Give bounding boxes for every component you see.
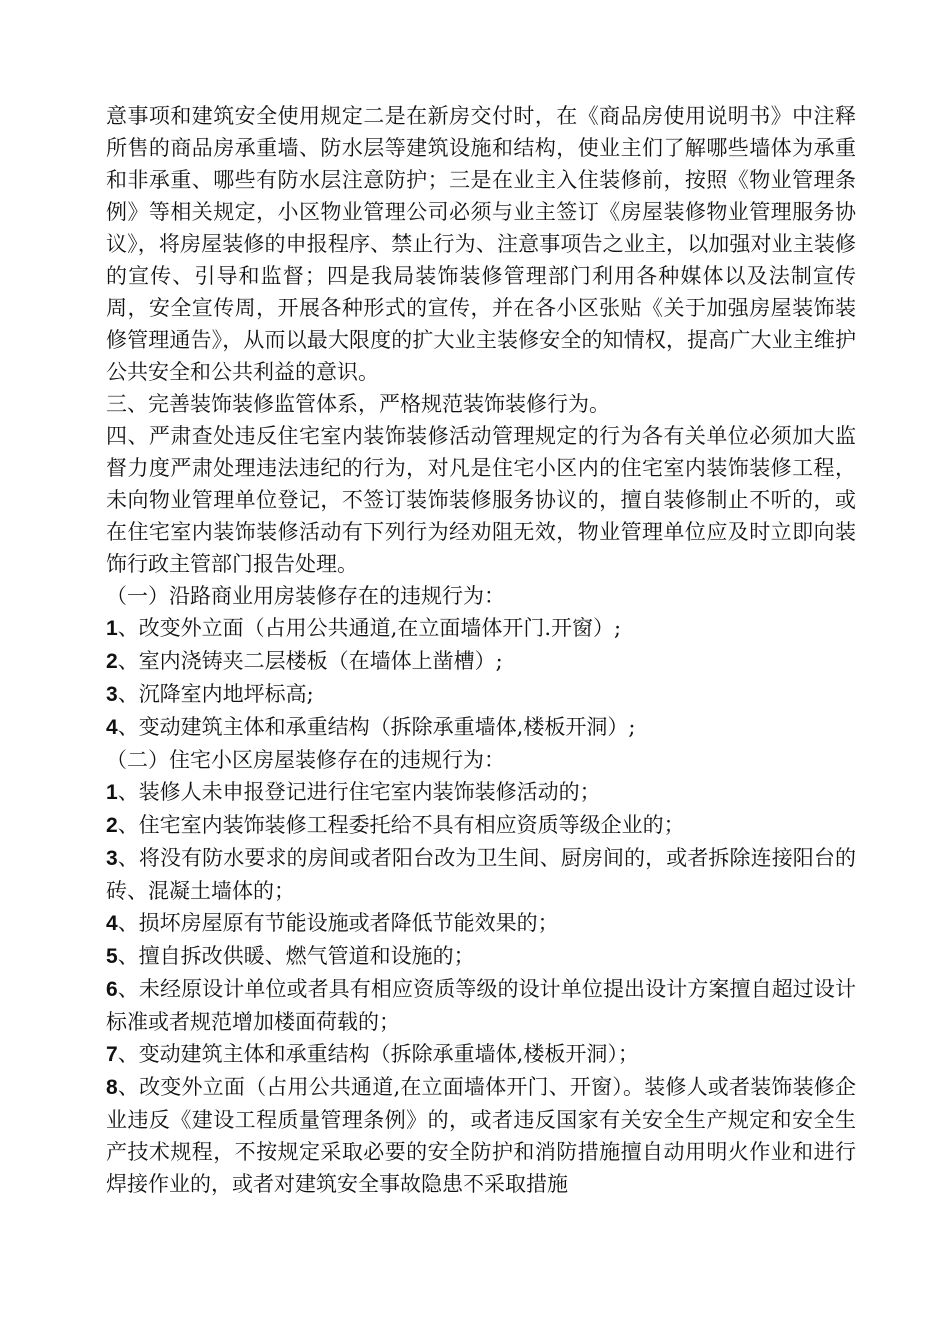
list-text: 、装修人未申报登记进行住宅室内装饰装修活动的； <box>117 780 601 804</box>
document-body <box>106 100 856 1200</box>
section-three-heading: 三、完善装饰装修监管体系，严格规范装饰装修行为。 <box>106 392 610 416</box>
list-item <box>106 645 856 678</box>
list-number: 1 <box>106 617 118 640</box>
list-number: 5 <box>106 945 118 968</box>
list-number: 7 <box>106 1043 118 1066</box>
list-text: 、室内浇铸夹二层楼板（在墙体上凿槽）; <box>117 649 503 673</box>
list-item <box>106 678 856 711</box>
list-number: 6 <box>106 978 118 1001</box>
list-number: 1 <box>106 781 118 804</box>
list-item <box>106 907 856 940</box>
list-item <box>106 809 856 842</box>
section-four-paragraph: 四、严肃查处违反住宅室内装饰装修活动管理规定的行为各有关单位必须加大监督力度严肃处理违法违纪的行为，对凡是住宅小区内的住宅室内装饰装修工程，未向物业管理单位登记，不签订装饰装修服务协议的，擅自装修制止不听的，或在住宅室内装饰装修活动有下列行为经劝阻无效，物业管理单位应及时立即向装饰行政主管部门报告处理。 <box>106 424 856 576</box>
list-item <box>106 842 856 907</box>
list-item <box>106 612 856 645</box>
list-number: 4 <box>106 716 118 739</box>
list-text: 、变动建筑主体和承重结构（拆除承重墙体,楼板开洞）; <box>117 715 636 739</box>
list-text: 、擅自拆改供暖、燃气管道和设施的； <box>117 944 475 968</box>
list-item <box>106 973 856 1038</box>
paragraph-publicity: 意事项和建筑安全使用规定二是在新房交付时，在《商品房使用说明书》中注释所售的商品房承重墙、防水层等建筑设施和结构，使业主们了解哪些墙体为承重和非承重、哪些有防水层注意防护；三是在业主入住装修前，按照《物业管理条例》等相关规定，小区物业管理公司必须与业主签订《房屋装修物业管理服务协议》，将房屋装修的申报程序、禁止行为、注意事项告之业主，以加强对业主装修的宣传、引导和监督；四是我局装饰装修管理部门利用各种媒体以及法制宣传周，安全宣传周，开展各种形式的宣传，并在各小区张贴《关于加强房屋装饰装修管理通告》，从而以最大限度的扩大业主装修安全的知情权，提高广大业主维护公共安全和公共利益的意识。 <box>106 104 856 384</box>
list-text: 、住宅室内装饰装修工程委托给不具有相应资质等级企业的； <box>117 813 685 837</box>
list-text: 、未经原设计单位或者具有相应资质等级的设计单位提出设计方案擅自超过设计标准或者规范增加楼面荷载的； <box>106 977 856 1034</box>
list-item <box>106 711 856 744</box>
list-item <box>106 776 856 809</box>
subheading-commercial-violations: （一）沿路商业用房装修存在的违规行为： <box>106 584 505 608</box>
list-text: 、变动建筑主体和承重结构（拆除承重墙体,楼板开洞）； <box>117 1042 639 1066</box>
list-number: 8 <box>106 1076 118 1099</box>
list-text: 、将没有防水要求的房间或者阳台改为卫生间、厨房间的，或者拆除连接阳台的砖、混凝土墙体的； <box>106 846 856 903</box>
list-number: 4 <box>106 912 118 935</box>
list-text: 、损坏房屋原有节能设施或者降低节能效果的； <box>117 911 559 935</box>
list-number: 3 <box>106 683 118 706</box>
list-item <box>106 1071 856 1200</box>
list-number: 2 <box>106 814 118 837</box>
list-number: 3 <box>106 847 118 870</box>
list-text: 、改变外立面（占用公共通道,在立面墙体开门.开窗）; <box>117 616 622 640</box>
list-item <box>106 1038 856 1071</box>
list-number: 2 <box>106 650 118 673</box>
list-item <box>106 940 856 973</box>
subheading-residential-violations: （二）住宅小区房屋装修存在的违规行为： <box>106 748 505 772</box>
list-text: 、改变外立面（占用公共通道,在立面墙体开门、开窗）。装修人或者装饰装修企业违反《建设工程质量管理条例》的，或者违反国家有关安全生产规定和安全生产技术规程，不按规定采取必要的安全防护和消防措施擅自动用明火作业和进行焊接作业的，或者对建筑安全事故隐患不采取措施 <box>106 1075 856 1196</box>
list-text: 、沉降室内地坪标高; <box>117 682 314 706</box>
